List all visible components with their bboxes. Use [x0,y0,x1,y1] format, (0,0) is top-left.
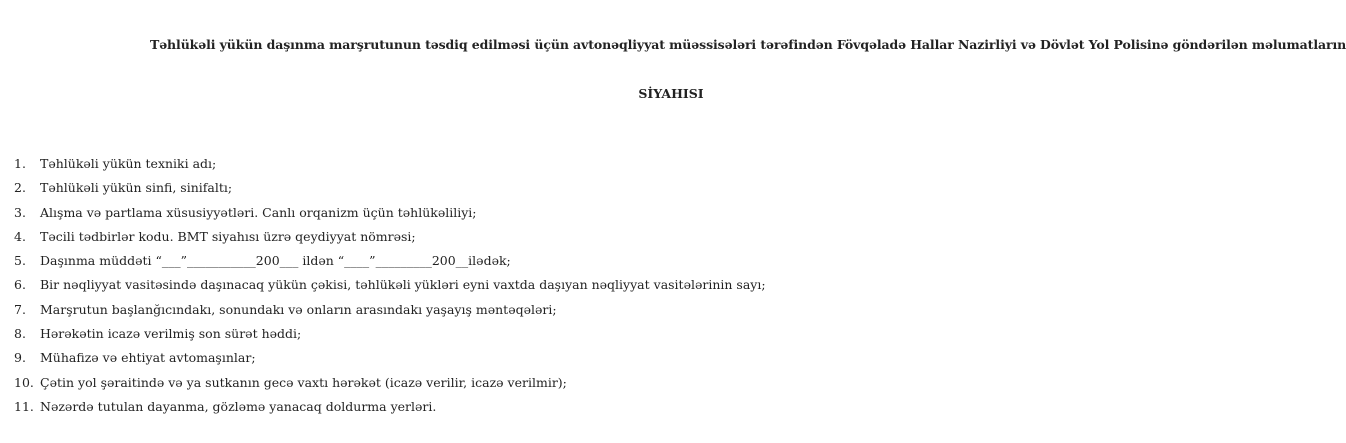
document-heading: SİYAHISI [638,86,704,101]
item-text: Alışma və partlama xüsusiyyətləri. Canlı orqanizm üçün təhlükəliliyi; [40,204,477,220]
item-number: 4. [14,228,26,244]
item-number: 2. [14,180,26,196]
item-number: 6. [14,277,26,293]
list-item [0,277,766,301]
item-text: Nəzərdə tutulan dayanma, gözləmə yanacaq doldurma yerləri. [40,398,437,414]
item-text: Bir nəqliyyat vasitəsində daşınacaq yükün çəkisi, təhlükəli yükləri eyni vaxtda daşıyan nəqliyyat vasitələrinin sayı; [40,277,766,293]
list-item [0,326,766,350]
item-number: 5. [14,253,26,269]
item-text: Daşınma müddəti “___”___________200___ ildən “____”_________200__ilədək; [40,253,511,269]
item-text: Mühafizə və ehtiyat avtomaşınlar; [40,350,256,366]
list-item [0,229,766,253]
item-number: 7. [14,301,26,317]
item-text: Təcili tədbirlər kodu. BMT siyahısı üzrə qeydiyyat nömrəsi; [40,228,416,244]
items-list [0,156,766,423]
item-text: Təhlükəli yükün sinfi, sinifaltı; [40,180,233,196]
list-item [0,253,766,277]
item-number: 9. [14,350,26,366]
item-text: Hərəkətin icazə verilmiş son sürət həddi; [40,326,302,342]
item-text: Təhlükəli yükün texniki adı; [40,156,217,171]
item-text: Çətin yol şəraitində və ya sutkanın gecə vaxtı hərəkət (icazə verilir, icazə verilmir); [40,374,567,390]
list-item [0,180,766,204]
list-item [0,399,766,423]
item-number: 3. [14,204,26,220]
item-number: 8. [14,326,26,342]
list-item [0,156,766,180]
item-text: Marşrutun başlanğıcındakı, sonundakı və onların arasındakı yaşayış məntəqələri; [40,301,557,317]
list-item [0,302,766,326]
list-item [0,205,766,229]
document-title: Təhlükəli yükün daşınma marşrutunun təsdiq edilməsi üçün avtonəqliyyat müəssisələri tərəfindən Fövqəladə Hallar Nazirliyi və Dövlət Yol Polisinə göndərilən məlumatların [150,37,1346,52]
list-item [0,375,766,399]
list-item [0,350,766,374]
item-number: 1. [14,156,26,171]
item-number: 10. [14,374,34,390]
item-number: 11. [14,398,34,414]
